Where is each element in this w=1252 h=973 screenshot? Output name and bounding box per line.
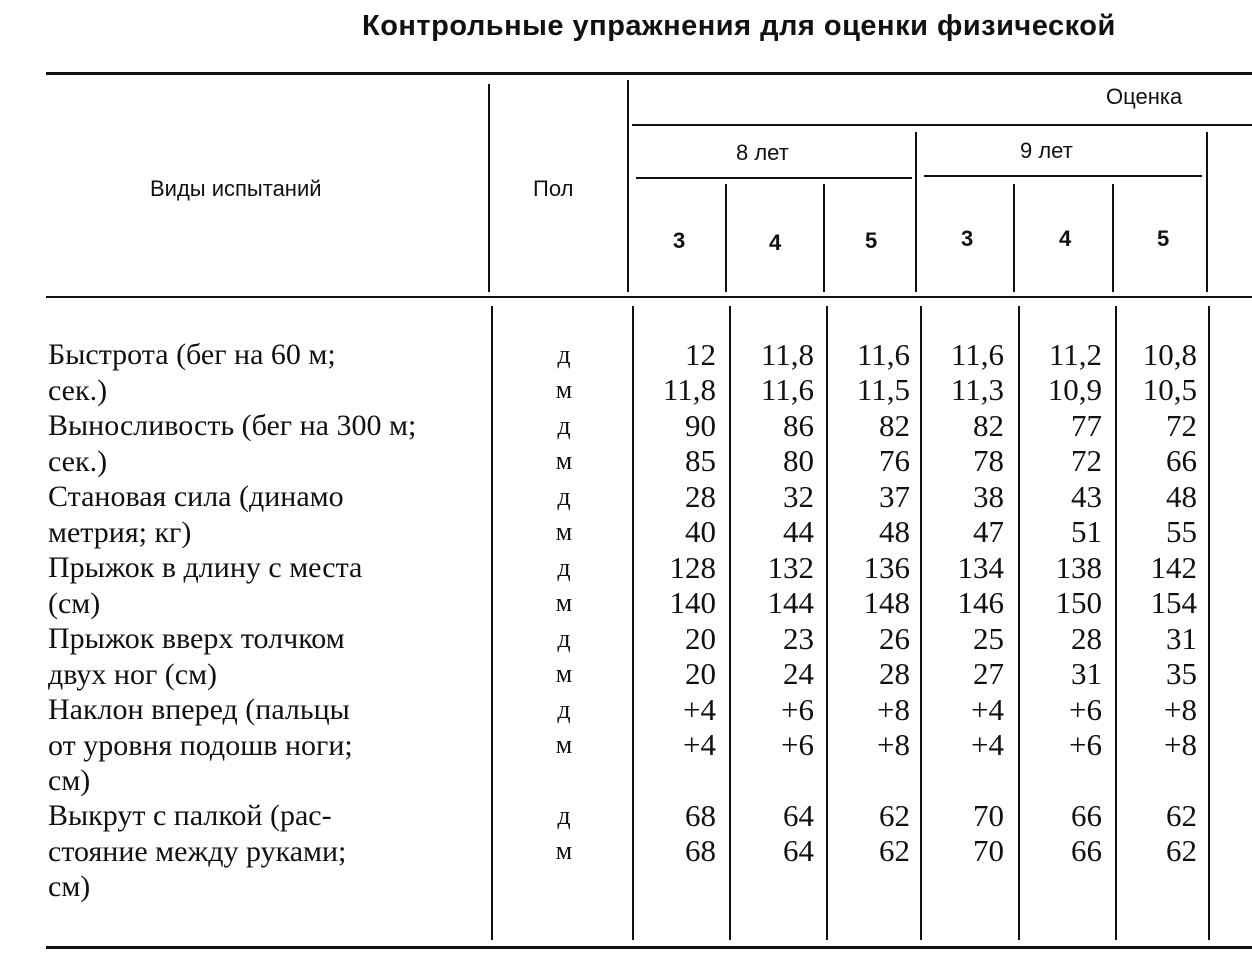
value-cell: 11,8 — [662, 372, 716, 407]
value-cell: +6 — [1069, 727, 1102, 762]
value-cell: +6 — [781, 692, 814, 727]
sex-col-left-border — [488, 84, 490, 292]
table-bottom-rule — [46, 946, 1252, 949]
sex-cell: м — [555, 659, 573, 688]
value-cell: +4 — [971, 692, 1004, 727]
value-cell: 66 — [1071, 798, 1102, 833]
test-name: Быстрота (бег на 60 м; сек.) — [48, 338, 336, 407]
sex-cell: д — [557, 482, 571, 511]
value-cell: 32 — [783, 479, 814, 514]
value-cell: 77 — [1071, 408, 1102, 443]
value-cell: 10,8 — [1142, 337, 1197, 372]
value-cell: 134 — [957, 550, 1004, 585]
table-right-border — [1206, 132, 1208, 292]
value-cell: 150 — [1055, 585, 1102, 620]
value-cell: 38 — [973, 479, 1004, 514]
sex-cell: м — [555, 730, 573, 759]
header-age-8: 8 лет — [736, 140, 789, 165]
value-cell: 72 — [1071, 443, 1102, 478]
value-cell: +6 — [781, 727, 814, 762]
value-cell: 28 — [879, 656, 910, 691]
page-title: Контрольные упражнения для оценки физической — [362, 10, 1116, 42]
value-cell: +4 — [971, 727, 1004, 762]
value-cell: 48 — [879, 514, 910, 549]
grade-divider — [823, 184, 825, 292]
value-cell: 37 — [879, 479, 910, 514]
header-grade-4: 4 — [1059, 226, 1072, 251]
test-name: Выносливость (бег на 300 м; сек.) — [48, 409, 417, 478]
sex-cell: д — [557, 624, 571, 653]
value-cell: 27 — [973, 656, 1004, 691]
value-cell: +4 — [683, 727, 716, 762]
value-cell: 10,9 — [1047, 372, 1102, 407]
value-cell: 10,5 — [1142, 372, 1197, 407]
value-cell: +6 — [1069, 692, 1102, 727]
header-bottom-rule — [46, 296, 1252, 298]
value-cell: 62 — [879, 798, 910, 833]
grade-divider-body — [826, 306, 828, 940]
test-name: Наклон вперед (пальцы от уровня подошв ноги; см) — [48, 693, 353, 797]
value-cell: 78 — [973, 443, 1004, 478]
grade-divider — [1112, 184, 1114, 292]
value-cell: 90 — [685, 408, 716, 443]
value-cell: 11,2 — [1048, 337, 1102, 372]
sex-cell: д — [557, 801, 571, 830]
sex-cell: д — [557, 411, 571, 440]
value-cell: 62 — [879, 833, 910, 868]
value-cell: 142 — [1150, 550, 1197, 585]
value-cell: 86 — [783, 408, 814, 443]
table-right-border-body — [1208, 306, 1210, 940]
header-sex: Пол — [533, 176, 574, 201]
header-grade-4: 4 — [769, 230, 782, 255]
value-cell: 26 — [879, 621, 910, 656]
value-cell: +8 — [1164, 727, 1197, 762]
value-cell: 31 — [1071, 656, 1102, 691]
value-cell: 140 — [669, 585, 716, 620]
test-name: Прыжок вверх толчком двух ног (см) — [48, 622, 345, 691]
sex-cell: м — [555, 836, 573, 865]
value-cell: 68 — [685, 798, 716, 833]
sex-cell: м — [555, 375, 573, 404]
value-cell: 62 — [1166, 833, 1197, 868]
value-cell: 20 — [685, 621, 716, 656]
value-cell: 148 — [863, 585, 910, 620]
value-cell: 76 — [879, 443, 910, 478]
value-cell: 12 — [685, 337, 716, 372]
sex-cell: м — [555, 517, 573, 546]
value-cell: 11,3 — [950, 372, 1004, 407]
value-cell: +4 — [683, 692, 716, 727]
value-cell: 44 — [783, 514, 814, 549]
value-cell: 28 — [685, 479, 716, 514]
header-test-types: Виды испытаний — [150, 176, 322, 201]
grade-col-left-border — [627, 80, 629, 292]
header-grade-5: 5 — [865, 228, 878, 253]
value-cell: 51 — [1071, 514, 1102, 549]
value-cell: 66 — [1071, 833, 1102, 868]
test-name: Становая сила (динамо метрия; кг) — [48, 480, 344, 549]
grade-divider — [1013, 184, 1015, 292]
value-cell: 31 — [1166, 621, 1197, 656]
value-cell: 11,5 — [856, 372, 910, 407]
value-cell: 136 — [863, 550, 910, 585]
value-cell: 146 — [957, 585, 1004, 620]
value-cell: 11,8 — [760, 337, 814, 372]
value-cell: 154 — [1150, 585, 1197, 620]
sex-cell: д — [557, 553, 571, 582]
grade-divider-body — [1018, 306, 1020, 940]
value-cell: 47 — [973, 514, 1004, 549]
value-cell: +8 — [1164, 692, 1197, 727]
age-8-rule — [636, 177, 912, 179]
value-cell: 82 — [973, 408, 1004, 443]
test-name: Выкрут с палкой (рас- стояние между руками; см) — [48, 799, 347, 903]
age-9-rule — [924, 175, 1202, 177]
value-cell: 144 — [767, 585, 814, 620]
value-cell: 43 — [1071, 479, 1102, 514]
value-cell: 40 — [685, 514, 716, 549]
value-cell: 80 — [783, 443, 814, 478]
value-cell: 138 — [1055, 550, 1102, 585]
header-grade-5: 5 — [1157, 226, 1170, 251]
sex-cell: д — [557, 340, 571, 369]
value-cell: 11,6 — [856, 337, 910, 372]
value-cell: 24 — [783, 656, 814, 691]
value-cell: 23 — [783, 621, 814, 656]
header-grade-3: 3 — [961, 226, 974, 251]
header-grade-3: 3 — [673, 228, 686, 253]
test-name: Прыжок в длину с места (см) — [48, 551, 363, 620]
value-cell: 85 — [685, 443, 716, 478]
sex-cell: м — [555, 588, 573, 617]
header-grade: Оценка — [1106, 84, 1183, 109]
sex-col-left-border-body — [491, 306, 493, 940]
sex-cell: м — [555, 446, 573, 475]
value-cell: 55 — [1166, 514, 1197, 549]
table-top-rule — [46, 72, 1252, 75]
value-cell: 72 — [1166, 408, 1197, 443]
age-divider-body — [920, 306, 922, 940]
grade-divider — [725, 184, 727, 292]
value-cell: 64 — [783, 798, 814, 833]
header-age-9: 9 лет — [1020, 138, 1073, 163]
grade-divider-body — [729, 306, 731, 940]
value-cell: 64 — [783, 833, 814, 868]
value-cell: 82 — [879, 408, 910, 443]
value-cell: 68 — [685, 833, 716, 868]
value-cell: 62 — [1166, 798, 1197, 833]
value-cell: 70 — [973, 798, 1004, 833]
age-divider — [915, 132, 917, 292]
value-cell: 25 — [973, 621, 1004, 656]
grade-col-left-border-body — [632, 306, 634, 940]
value-cell: 48 — [1166, 479, 1197, 514]
value-cell: 20 — [685, 656, 716, 691]
grade-rule — [632, 124, 1252, 126]
value-cell: 28 — [1071, 621, 1102, 656]
value-cell: +8 — [877, 727, 910, 762]
value-cell: 35 — [1166, 656, 1197, 691]
sex-cell: д — [557, 695, 571, 724]
value-cell: 132 — [767, 550, 814, 585]
value-cell: 70 — [973, 833, 1004, 868]
value-cell: +8 — [877, 692, 910, 727]
value-cell: 66 — [1166, 443, 1197, 478]
value-cell: 11,6 — [760, 372, 814, 407]
value-cell: 128 — [669, 550, 716, 585]
value-cell: 11,6 — [950, 337, 1004, 372]
